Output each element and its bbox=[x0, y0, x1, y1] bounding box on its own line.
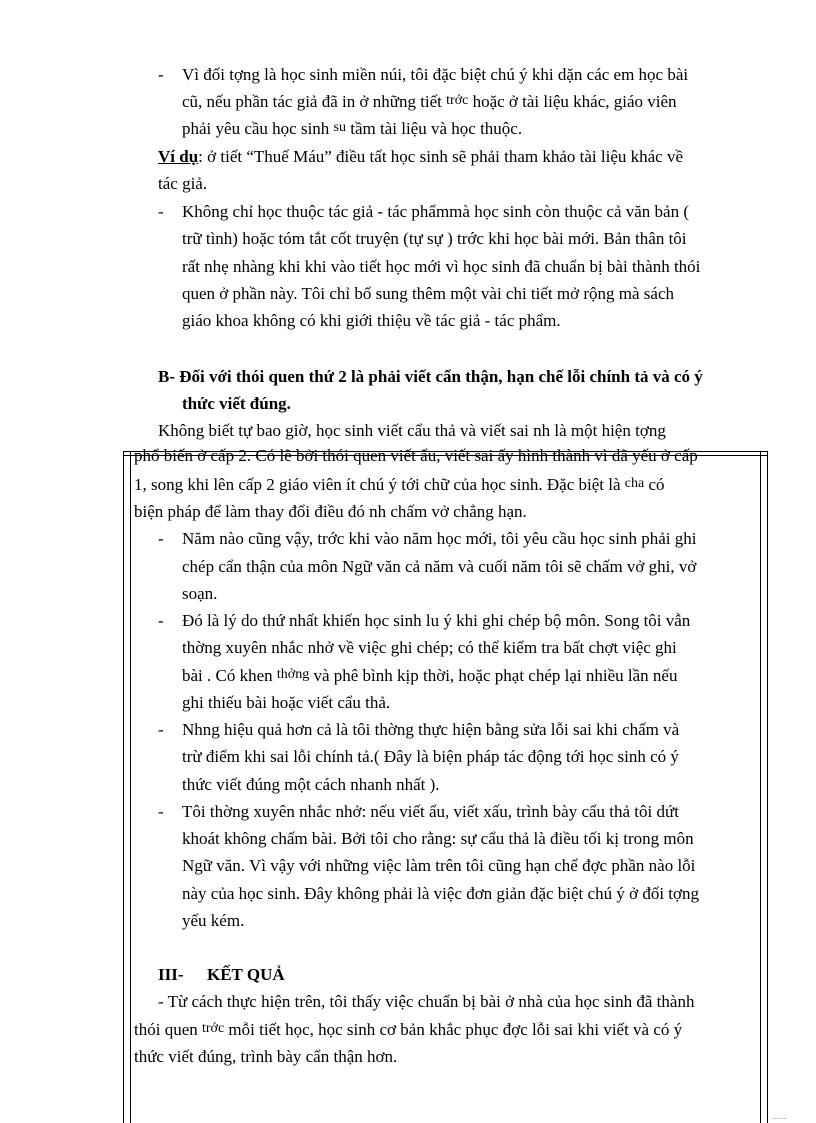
section-b-para-line-3: 1, song khi lên cấp 2 giáo viên ít chú ý tới chữ của học sinh. Đặc biệt là cha có bbox=[134, 475, 665, 494]
top-bullet-2-line-2: trữ tình) hoặc tóm tắt cốt truyện (tự sự ) trớc khi học bài mới. Bản thân tôi bbox=[182, 229, 687, 248]
example-line-2: tác giả. bbox=[158, 174, 208, 193]
b-bullet-3-line-2: trừ điểm khi sai lỗi chính tả.( Đây là biện pháp tác động tới học sinh có ý bbox=[182, 747, 679, 766]
bullet-dash: - bbox=[158, 65, 164, 84]
top-bullet-2-line-3: rất nhẹ nhàng khi khi vào tiết học mới vì học sinh đã chuẩn bị bài thành thói bbox=[182, 257, 701, 276]
section-iii-title: KẾT QUẢ bbox=[207, 965, 285, 984]
top-bullet-1-line-3: phải yêu cầu học sinh su tầm tài liệu và học thuộc. bbox=[182, 119, 523, 138]
b-bullet-2-line-1: Đó là lý do thứ nhất khiến học sinh lu ý khi ghi chép bộ môn. Song tôi vẫn bbox=[182, 611, 691, 630]
top-bullet-2-line-4: quen ở phần này. Tôi chỉ bổ sung thêm một vài chi tiết mở rộng mà sách bbox=[182, 284, 674, 303]
bullet-dash: - bbox=[158, 802, 164, 821]
b-bullet-4-line-2: khoát không chấm bài. Bởi tôi cho rằng: sự cẩu thả là điều tối kị trong môn bbox=[182, 829, 694, 848]
b-bullet-1-line-1: Năm nào cũng vậy, trớc khi vào năm học mới, tôi yêu cầu học sinh phải ghi bbox=[182, 529, 697, 548]
top-bullet-2-line-5: giáo khoa không có khi giới thiệu về tác giả - tác phẩm. bbox=[182, 311, 561, 330]
result-line-2: thói quen trớc mỗi tiết học, học sinh cơ bản khắc phục đợc lỗi sai khi viết và có ý bbox=[134, 1020, 683, 1039]
section-b-para-line-4: biện pháp để làm thay đổi điều đó nh chấm vở chẳng hạn. bbox=[134, 502, 527, 521]
section-b-heading-line-2: thức viết đúng. bbox=[182, 394, 291, 413]
b-bullet-3-line-3: thức viết đúng một cách nhanh nhất ). bbox=[182, 775, 440, 794]
bullet-dash: - bbox=[158, 720, 164, 739]
example-line-1: Ví dụ: ở tiết “Thuế Máu” điều tất học sinh sẽ phải tham khảo tài liệu khác về bbox=[158, 147, 684, 166]
b-bullet-1-line-3: soạn. bbox=[182, 584, 218, 603]
top-bullet-1-line-2: cũ, nếu phần tác giả đã in ở những tiết trớc hoặc ở tài liệu khác, giáo viên bbox=[182, 92, 677, 111]
result-line-1: - Từ cách thực hiện trên, tôi thấy việc chuẩn bị bài ở nhà của học sinh đã thành bbox=[158, 992, 695, 1011]
page-border-left bbox=[123, 451, 131, 1123]
b-bullet-4-line-5: yếu kém. bbox=[182, 911, 245, 930]
bullet-dash: - bbox=[158, 611, 164, 630]
b-bullet-4-line-3: Ngữ văn. Vì vậy với những việc làm trên tôi cũng hạn chế đợc phần nào lỗi bbox=[182, 856, 696, 875]
footer-dots: ..... bbox=[772, 1112, 787, 1121]
section-iii-number: III- bbox=[158, 965, 184, 984]
b-bullet-4-line-4: này của học sinh. Đây không phải là việc đơn giản đặc biệt chú ý ở đối tợng bbox=[182, 884, 700, 903]
b-bullet-2-line-4: ghi thiếu bài hoặc viết cẩu thả. bbox=[182, 693, 391, 712]
section-b-para-line-1: Không biết tự bao giờ, học sinh viết cẩu thả và viết sai nh là một hiện tợng bbox=[158, 421, 666, 440]
result-line-3: thức viết đúng, trình bày cẩn thận hơn. bbox=[134, 1047, 398, 1066]
section-b-para-line-2: phổ biến ở cấp 2. Có lẽ bởi thói quen viết ẩu, viết sai ấy hình thành vì đã yếu ở cấp bbox=[134, 446, 698, 465]
b-bullet-3-line-1: Nhng hiệu quả hơn cả là tôi thờng thực hiện bằng sửa lỗi sai khi chấm và bbox=[182, 720, 680, 739]
b-bullet-2-line-2: thờng xuyên nhắc nhở về việc ghi chép; có thể kiểm tra bất chợt việc ghi bbox=[182, 638, 677, 657]
section-b-heading-line-1: B- Đối với thói quen thứ 2 là phải viết cẩn thận, hạn chế lỗi chính tả và có ý bbox=[158, 367, 703, 386]
top-bullet-2-line-1: Không chỉ học thuộc tác giả - tác phẩmmà học sinh còn thuộc cả văn bản ( bbox=[182, 202, 689, 221]
b-bullet-4-line-1: Tôi thờng xuyên nhắc nhở: nếu viết ẩu, viết xấu, trình bày cẩu thả tôi dứt bbox=[182, 802, 679, 821]
example-label: Ví dụ bbox=[158, 147, 199, 166]
b-bullet-1-line-2: chép cẩn thận của môn Ngữ văn cả năm và cuối năm tôi sẽ chấm vở ghi, vở bbox=[182, 557, 697, 576]
page-border-right bbox=[760, 451, 768, 1123]
bullet-dash: - bbox=[158, 529, 164, 548]
top-bullet-1-line-1: Vì đối tợng là học sinh miền núi, tôi đặc biệt chú ý khi dặn các em học bài bbox=[182, 65, 689, 84]
b-bullet-2-line-3: bài . Có khen thởng và phê bình kịp thời, hoặc phạt chép lại nhiều lần nếu bbox=[182, 666, 678, 685]
bullet-dash: - bbox=[158, 202, 164, 221]
